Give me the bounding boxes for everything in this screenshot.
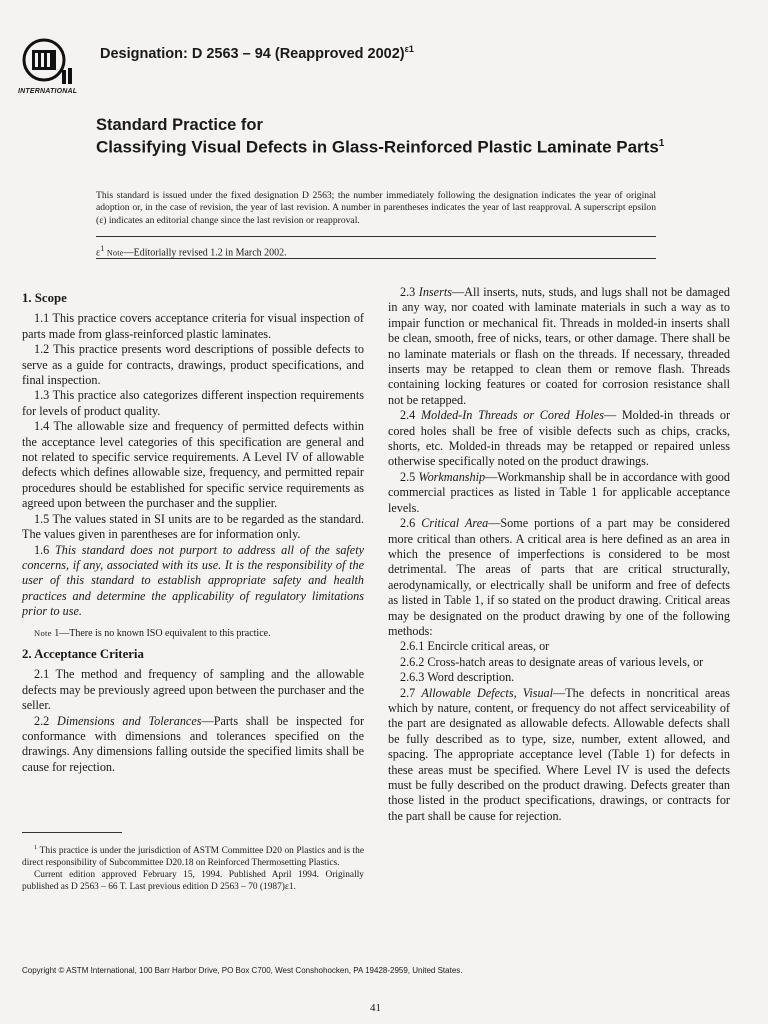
para-2-4: [388, 408, 730, 470]
left-column: [22, 285, 364, 775]
intl-label: INTERNATIONAL: [18, 88, 78, 95]
para-1-1: 1.1 This practice covers acceptance criteria for visual inspection of parts made from glass-reinforced plastic laminates.: [22, 311, 364, 341]
epsilon-note-label: Note: [106, 248, 124, 258]
para-1-6-text: This standard does not purport to address all of the safety concerns, if any, associated with its use. It is the responsibility of the user of this standard to establish appropriate safety and health practices and determine the applicability of regulatory limitations prior to use.: [22, 542, 365, 619]
title-footnote-mark: 1: [658, 138, 665, 149]
designation-epsilon: ε1: [404, 44, 414, 54]
note-1-text: 1—There is no known ISO equivalent to this practice.: [54, 627, 271, 639]
para-2-2-text: —Parts shall be inspected for conformance with dimensions and tolerances specified on the drawings. Any dimensions falling outside the specified limits shall be cause for rejection.: [22, 713, 364, 774]
page-number: 41: [370, 1002, 381, 1014]
page-title: [96, 134, 736, 158]
copyright-line: Copyright © ASTM International, 100 Barr Harbor Drive, PO Box C700, West Conshohocken, PA 19428-2959, United States.: [22, 966, 463, 975]
epsilon-sup: 1: [100, 244, 105, 253]
para-1-4: 1.4 The allowable size and frequency of permitted defects within the acceptance level categories of this specification are general and not related to specific service requirements. A Level IV of allowable defects which defines allowable size, frequency, and permitted repair procedures should be established for specific service requirements as agreed upon between the purchaser and the supplier.: [22, 419, 364, 511]
para-2-5: [388, 470, 730, 516]
title-line-1: Standard Practice for: [96, 116, 263, 134]
para-2-4-title: Molded-In Threads or Cored Holes: [420, 408, 604, 423]
right-column: [388, 285, 730, 824]
note-1-label: Note: [34, 627, 52, 638]
para-2-5-text: —Workmanship shall be in accordance with good commercial practices as listed in Table 1 for applicable acceptance levels.: [388, 469, 730, 515]
para-2-3-text: —All inserts, nuts, studs, and lugs shall not be damaged in any way, nor coated with laminate materials in such a way as to impair function or mechanical fit. Threads in molded-in inserts shall be clean, smooth, free of nicks, tears, or other damage. There shall be no laminate materials or flash on the threads. If necessary, threaded inserts may be retapped to clean them or remove flash. Threads containing locking features or coated for corrosion resistance shall not be retapped.: [388, 285, 730, 407]
para-1-5: 1.5 The values stated in SI units are to be regarded as the standard. The values given in parentheses are for information only.: [22, 511, 364, 542]
acceptance-heading: 2. Acceptance Criteria: [22, 646, 144, 661]
para-2-1: 2.1 The method and frequency of sampling and the allowable defects may be previously agreed upon between the purchaser and the seller.: [22, 667, 364, 713]
para-2-7-title: Allowable Defects, Visual: [421, 685, 554, 700]
para-2-5-num: 2.5: [400, 469, 416, 484]
footnote-1-text: This practice is under the jurisdiction of ASTM Committee D20 on Plastics and is the direct responsibility of Subcommittee D20.18 on Reinforced Thermosetting Plastics.: [22, 846, 364, 869]
para-2-2: [22, 714, 364, 776]
para-2-5-title: Workmanship: [418, 469, 486, 484]
para-2-6-1: 2.6.1 Encircle critical areas, or: [400, 639, 550, 654]
astm-seal-icon: [18, 36, 88, 88]
designation-text: Designation: D 2563 – 94 (Reapproved 2002): [100, 45, 405, 62]
footnote-1: [22, 842, 364, 869]
para-2-6: [388, 516, 730, 639]
para-2-7-num: 2.7: [400, 685, 416, 700]
para-1-3: 1.3 This practice also categorizes different inspection requirements for levels of product quality.: [22, 388, 364, 418]
epsilon-note-text: —Editorially revised 1.2 in March 2002.: [123, 247, 287, 259]
epsilon-note: [96, 244, 287, 258]
para-1-6-num: 1.6: [34, 542, 50, 557]
designation: [100, 44, 414, 62]
para-2-4-num: 2.4: [400, 408, 416, 423]
para-2-2-num: 2.2: [34, 713, 50, 728]
para-2-6-2: 2.6.2 Cross-hatch areas to designate areas of various levels, or: [400, 654, 704, 669]
para-2-6-num: 2.6: [400, 516, 416, 531]
epsilon-symbol: ε: [96, 247, 101, 259]
para-2-7-text: —The defects in noncritical areas which by nature, content, or frequency do not affect serviceability of the part are designated as allowable defects. Allowable defects shall be fully described as to type, size, number, extent allowed, and spacing. The appropriate acceptance level (Table 1) for defects in these areas must be specified. Where Level IV is used the defects must be fully described on the product drawing. Defects greater than those listed in the product specifications, drawings, or contracts for the part shall be cause for rejection.: [388, 685, 730, 823]
footnote-edition: Current edition approved February 15, 1994. Published April 1994. Originally published as D 2563 – 66 T. Last previous edition D 2563 – 70 (1987)ε1.: [22, 870, 364, 893]
para-2-3-title: Inserts: [418, 285, 452, 299]
scope-heading: 1. Scope: [22, 291, 67, 305]
para-2-4-text: — Molded-in threads or cored holes shall be free of visible defects such as chips, cracks, shorts, etc. Molded-in threads may be retapped or repaired unless otherwise specifically noted on the product drawings.: [388, 408, 730, 469]
para-1-2: 1.2 This practice presents word descriptions of possible defects to serve as a guide for contracts, drawings, product specifications, and final inspection.: [22, 342, 364, 388]
para-2-3-num: 2.3: [400, 285, 416, 299]
para-2-7: [388, 686, 730, 825]
para-1-6: [22, 543, 364, 620]
para-2-6-3: 2.6.3 Word description.: [400, 670, 515, 685]
para-2-6-title: Critical Area: [421, 516, 489, 531]
issued-note: This standard is issued under the fixed designation D 2563; the number immediately following the designation indicates the year of original adoption or, in the case of revision, the year of last revision. A number in parentheses indicates the year of last reapproval. A superscript epsilon (ε) indicates an editorial change since the last revision or reapproval.: [96, 190, 656, 226]
divider-top: [96, 236, 656, 237]
footnotes: [22, 842, 364, 893]
para-2-3: [388, 285, 730, 408]
para-2-6-text: —Some portions of a part may be considered more critical than others. A critical area is here defined as an area in which the presence of imperfections is considered to be most detrimental. The areas of parts that are critical structurally, aerodynamically, or electrically shall be uniform and free of defects as listed in Table 1, if so stated on the product drawing. Critical areas may be designated on the product drawing by one of the following methods:: [388, 516, 730, 638]
title-line-2: Classifying Visual Defects in Glass-Reinforced Plastic Laminate Parts: [96, 137, 659, 157]
footnote-1-mark: 1: [34, 844, 38, 851]
note-1: [22, 626, 364, 641]
para-2-2-title: Dimensions and Tolerances: [57, 713, 202, 728]
footnote-rule: [22, 832, 122, 833]
divider-bottom: [96, 258, 656, 259]
